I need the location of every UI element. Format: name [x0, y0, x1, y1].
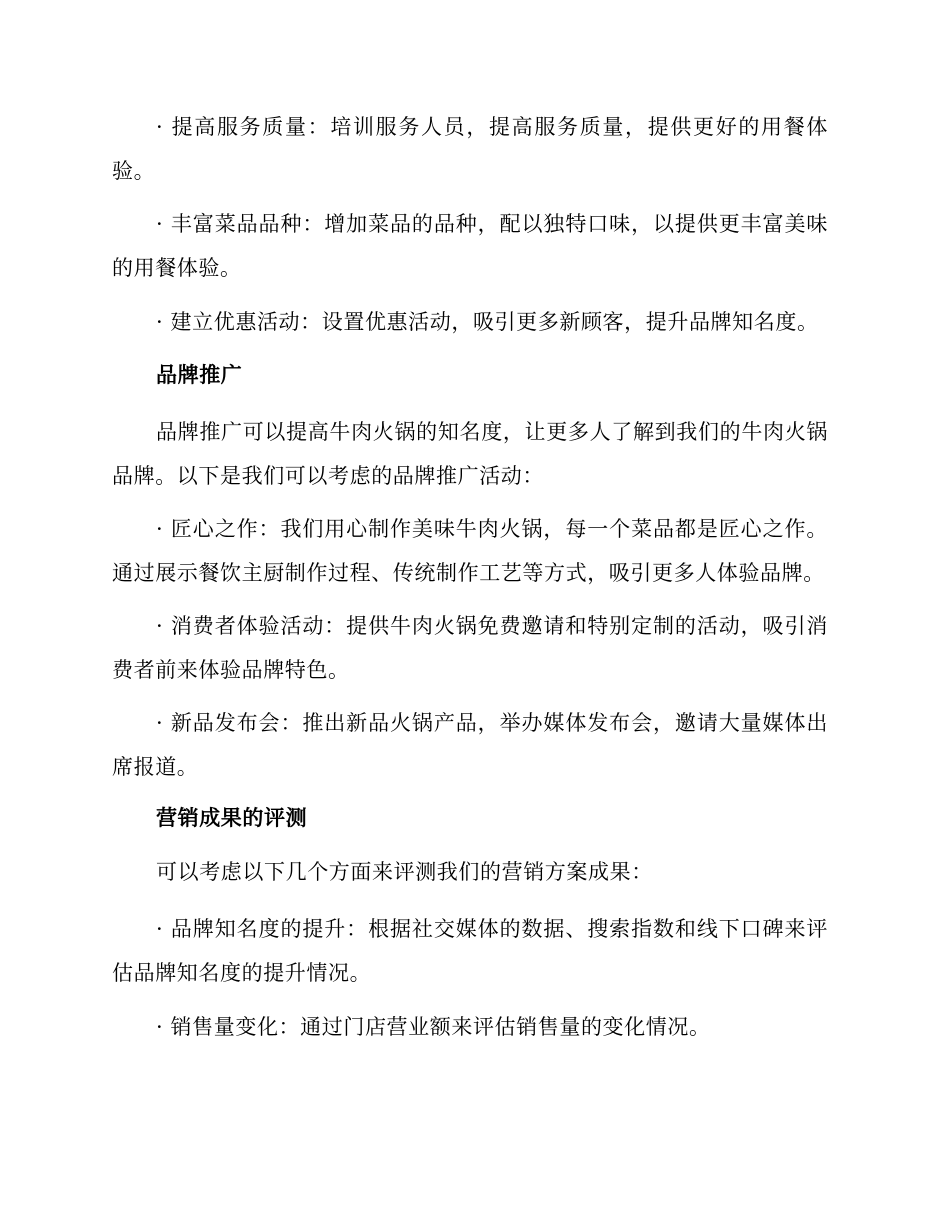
bullet-brand-awareness: · 品牌知名度的提升：根据社交媒体的数据、搜索指数和线下口碑来评估品牌知名度的提升情况。	[112, 917, 828, 985]
bullet-enrich-dishes: · 丰富菜品品种：增加菜品的品种，配以独特口味，以提供更丰富美味的用餐体验。	[112, 212, 828, 280]
section-heading-marketing-evaluation: 营销成果的评测	[156, 806, 308, 830]
bullet-sales-change: · 销售量变化：通过门店营业额来评估销售量的变化情况。	[156, 1015, 711, 1039]
bullet-promotions: · 建立优惠活动：设置优惠活动，吸引更多新顾客，提升品牌知名度。	[156, 310, 819, 334]
bullet-craftsmanship: · 匠心之作：我们用心制作美味牛肉火锅，每一个菜品都是匠心之作。通过展示餐饮主厨制作过程、传统制作工艺等方式，吸引更多人体验品牌。	[112, 517, 828, 585]
bullet-consumer-experience: · 消费者体验活动：提供牛肉火锅免费邀请和特别定制的活动，吸引消费者前来体验品牌特色。	[112, 614, 828, 682]
brand-promotion-intro: 品牌推广可以提高牛肉火锅的知名度，让更多人了解到我们的牛肉火锅品牌。以下是我们可以考虑的品牌推广活动：	[112, 420, 828, 488]
bullet-improve-service: · 提高服务质量：培训服务人员，提高服务质量，提供更好的用餐体验。	[112, 115, 828, 183]
bullet-product-launch: · 新品发布会：推出新品火锅产品，举办媒体发布会，邀请大量媒体出席报道。	[112, 711, 828, 779]
section-heading-brand-promotion: 品牌推广	[156, 363, 243, 387]
evaluation-intro: 可以考虑以下几个方面来评测我们的营销方案成果：	[156, 860, 653, 884]
